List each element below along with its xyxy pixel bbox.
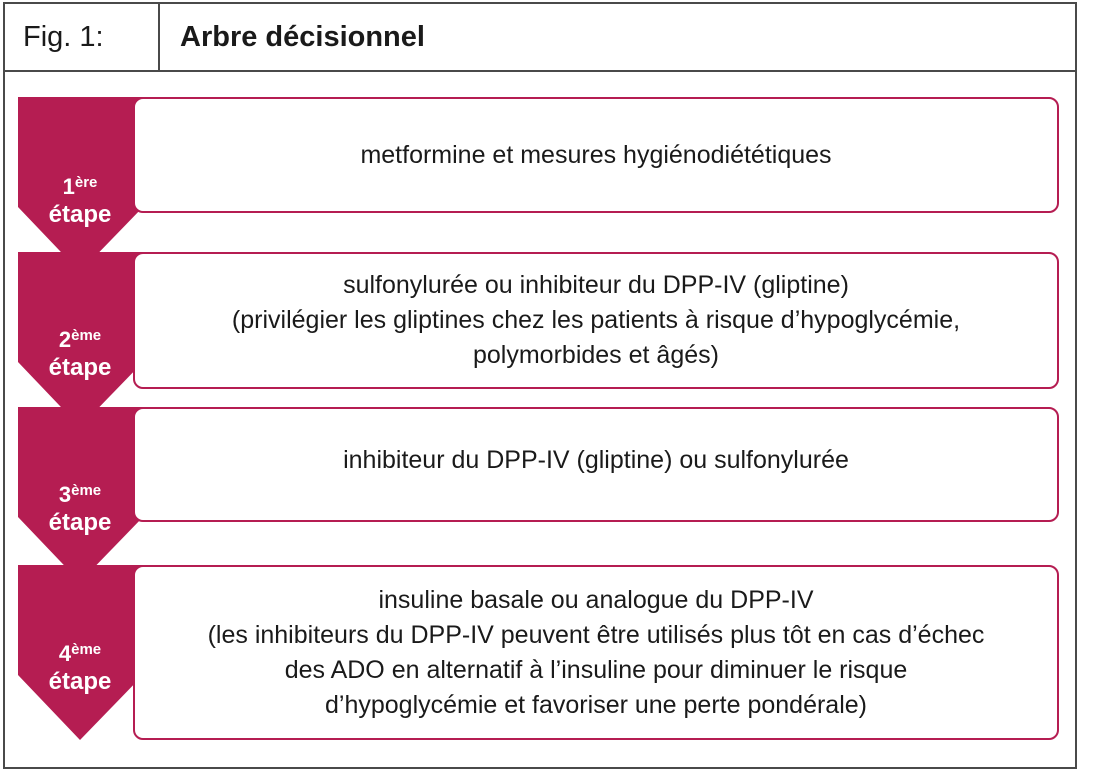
step-3-word: étape (48, 509, 112, 536)
step-4-word: étape (48, 668, 112, 695)
step-1-number: 1 (62, 174, 75, 199)
step-4-suffix: ème (71, 641, 102, 658)
step-4-number: 4 (58, 641, 72, 666)
figure-header (5, 4, 1075, 72)
figure-title: Arbre décisionnel (180, 21, 425, 53)
step-3-number: 3 (58, 482, 72, 507)
step-1-box (133, 97, 1059, 213)
step-2-word: étape (48, 354, 112, 381)
step-2-line-2: (privilégier les gliptines chez les patients à risque d’hypoglycémie, (231, 306, 961, 334)
step-3-box (133, 407, 1059, 522)
step-2-line-3: polymorbides et âgés) (473, 341, 719, 369)
step-1-line-1: metformine et mesures hygiénodiététiques (360, 140, 832, 169)
step-4-line-4: d’hypoglycémie et favoriser une perte pondérale) (325, 690, 867, 719)
step-4-line-2: (les inhibiteurs du DPP-IV peuvent être utilisés plus tôt en cas d’échec (207, 620, 985, 649)
step-4-line-3: des ADO en alternatif à l’insuline pour diminuer le risque (284, 655, 908, 684)
step-3-suffix: ème (71, 482, 102, 499)
step-4-line-1: insuline basale ou analogue du DPP-IV (378, 585, 814, 614)
figure-label: Fig. 1: (5, 4, 160, 70)
step-2-suffix: ème (71, 327, 102, 344)
step-3-line-1: inhibiteur du DPP-IV (gliptine) ou sulfonylurée (343, 446, 849, 474)
step-1-word: étape (48, 201, 112, 228)
step-1-suffix: ère (74, 174, 98, 191)
step-2-line-1: sulfonylurée ou inhibiteur du DPP-IV (gliptine) (343, 271, 849, 299)
step-4-box (133, 565, 1059, 740)
step-2-box (133, 252, 1059, 389)
step-2-number: 2 (58, 327, 72, 352)
